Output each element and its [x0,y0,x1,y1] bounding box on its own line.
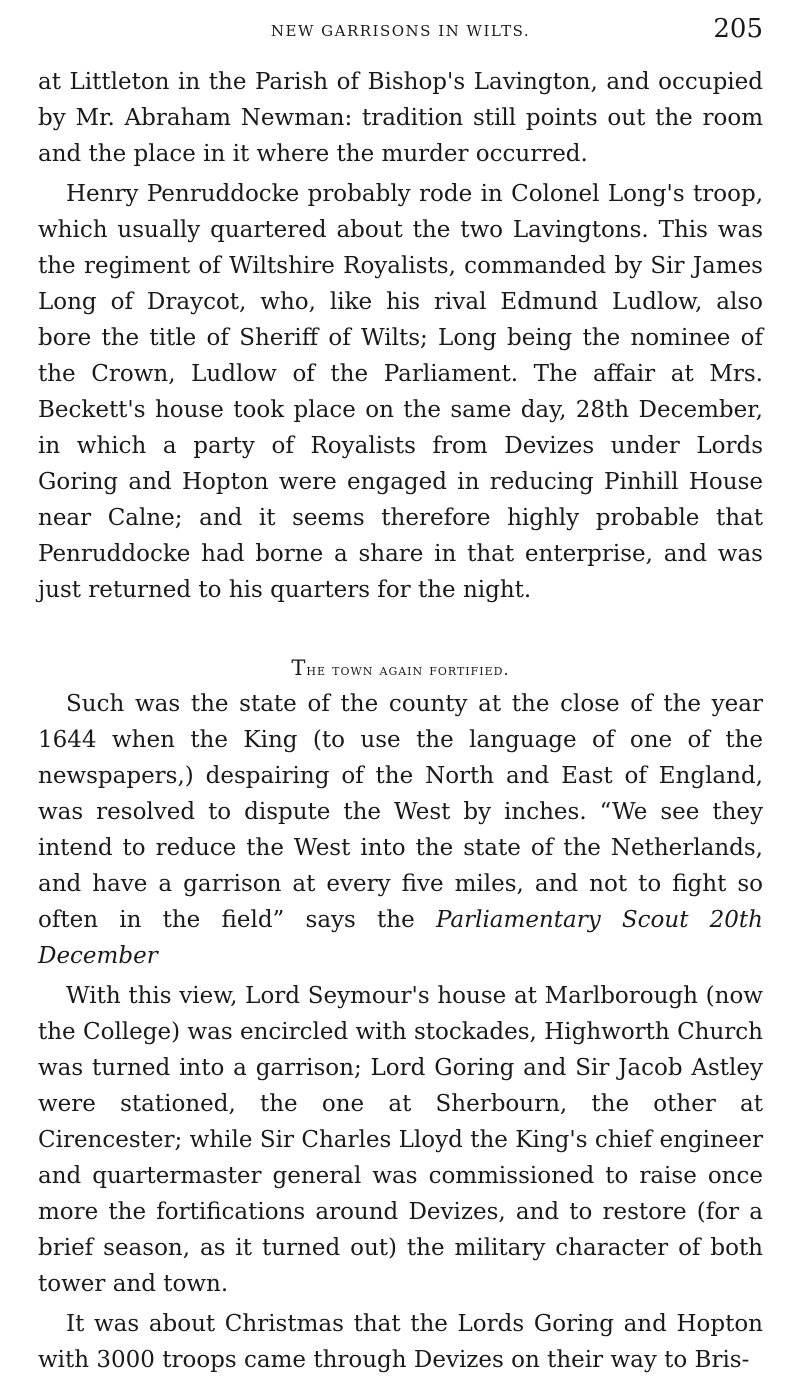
paragraph-state-of-county [38,686,763,974]
paragraph-penruddocke: Henry Penruddocke probably rode in Colonel Long's troop, which usually quartered about the two Lavingtons. This was the regiment of Wiltshire Royalists, commanded by Sir James Long of Draycot, who, like his rival Edmund Ludlow, also bore the title of Sheriff of Wilts; Long being the nominee of the Crown, Ludlow of the Parliament. The affair at Mrs. Beckett's house took place on the same day, 28th December, in which a party of Royalists from Devizes under Lords Goring and Hopton were engaged in reducing Pinhill House near Calne; and it seems therefore highly probable that Penruddocke had borne a share in that enterprise, and was just returned to his quarters for the night. [38,181,763,603]
book-page [38,12,763,1378]
paragraph-state-of-county-text: Such was the state of the county at the close of the year 1644 when the King (to use the language of one of the newspapers,) despairing of the North and East of England, was resolved to dispute the West by inches. “We see they intend to reduce the West into the state of the Netherlands, and have a garrison at every five miles, and not to fight so often in the field” says the [38,691,763,933]
paragraph-continuation: at Littleton in the Parish of Bishop's Lavington, and occupied by Mr. Abraham Newman: tradition still points out the room and the place in it where the murder occurred. [38,69,763,167]
citation-parliamentary-scout: Parliamentary Scout 20th December [38,907,763,969]
paragraph-christmas: It was about Christmas that the Lords Goring and Hopton with 3000 troops came through Devizes on their way to Bris- [38,1311,763,1373]
paragraph-garrisons: With this view, Lord Seymour's house at Marlborough (now the College) was encircled with stockades, Highworth Church was turned into a garrison; Lord Goring and Sir Jacob Astley were stationed, the one at Sherbourn, the other at Cirencester; while Sir Charles Lloyd the King's chief engineer and quartermaster general was commissioned to raise once more the fortifications around Devizes, and to restore (for a brief season, as it turned out) the military character of both tower and town. [38,983,763,1297]
page-header [38,12,763,52]
section-heading [38,656,763,680]
running-title: NEW GARRISONS IN WILTS. [270,22,531,40]
section-heading-initial: T [291,656,307,680]
section-heading-text: he town again fortified. [306,660,510,679]
page-number: 205 [713,14,763,44]
